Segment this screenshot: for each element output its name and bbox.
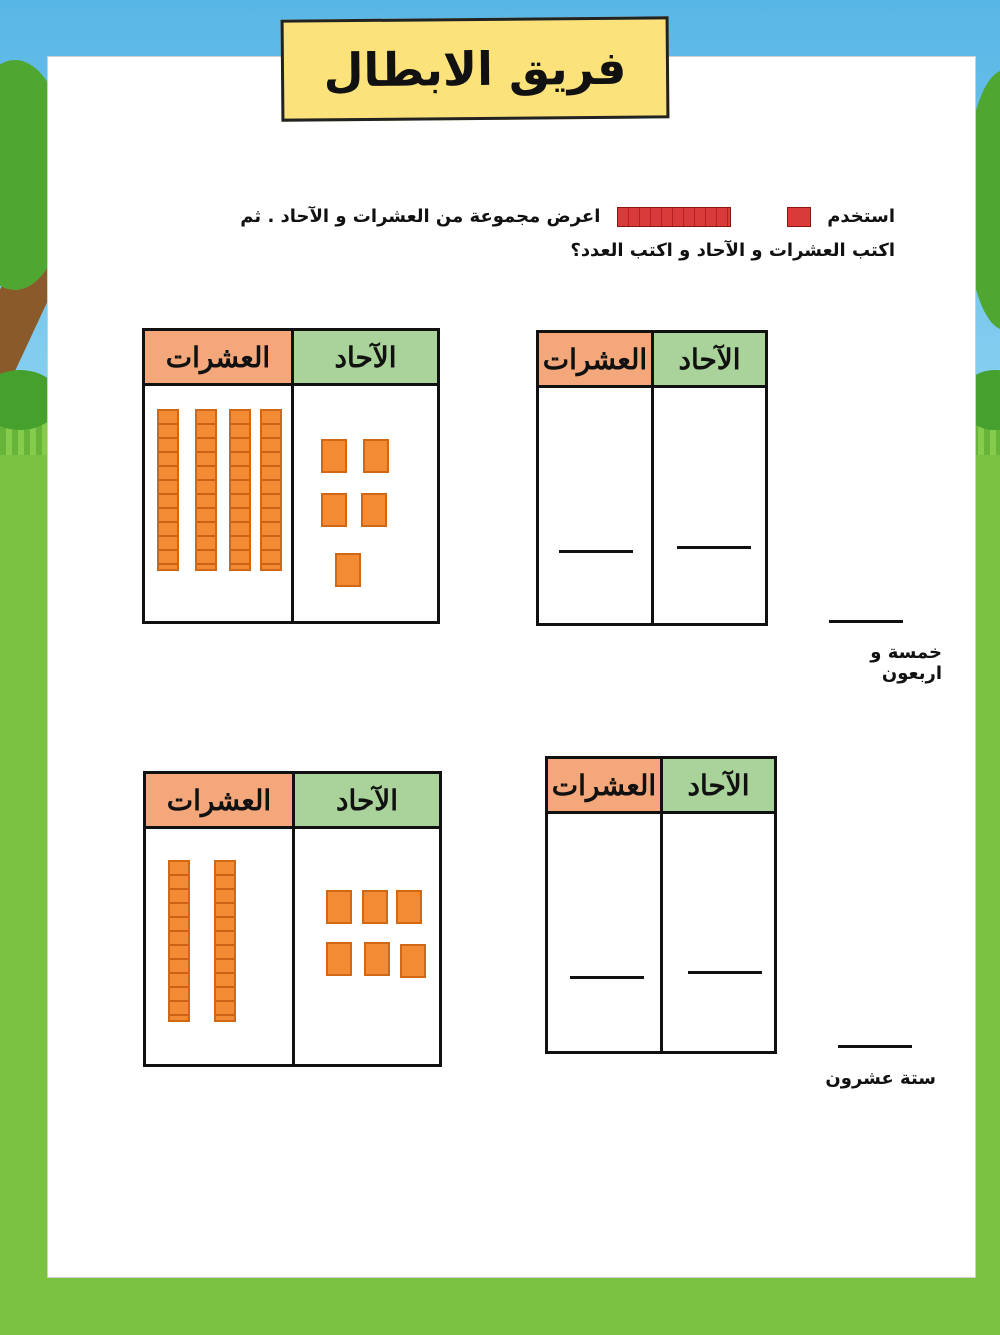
tens-header: العشرات — [145, 331, 291, 386]
instruction-line-2: اكتب العشرات و الآحاد و اكتب العدد؟ — [570, 240, 895, 261]
unit-cube — [321, 439, 347, 473]
instruction-line-1 — [150, 200, 895, 234]
ones-header: الآحاد — [294, 331, 437, 386]
ten-rod — [229, 409, 251, 571]
unit-cube — [361, 493, 387, 527]
ones-answer-blank[interactable] — [677, 546, 751, 549]
tens-header: العشرات — [146, 774, 292, 829]
tens-answer-blank[interactable] — [570, 976, 644, 979]
unit-cube — [335, 553, 361, 587]
answer-table-2 — [545, 756, 777, 1054]
ones-header: الآحاد — [295, 774, 439, 829]
ones-header: الآحاد — [654, 333, 765, 388]
number-answer-blank-1[interactable] — [829, 620, 903, 623]
answer-table-1 — [536, 330, 768, 626]
instruction-part-1: استخدم — [827, 206, 895, 227]
number-word-label-2: ستة عشرون — [825, 1068, 936, 1089]
ten-rod-icon — [617, 207, 731, 227]
instruction-part-2: اعرض مجموعة من العشرات و الآحاد . ثم — [240, 206, 601, 227]
unit-cube — [400, 944, 426, 978]
model-table-2 — [143, 771, 442, 1067]
ten-rod — [168, 860, 190, 1022]
unit-cube-icon — [787, 207, 811, 227]
page-title: فريق الابطال — [323, 40, 627, 98]
unit-cube — [363, 439, 389, 473]
ten-rod — [157, 409, 179, 571]
ones-answer-blank[interactable] — [688, 971, 762, 974]
ones-header: الآحاد — [663, 759, 774, 814]
tens-header: العشرات — [539, 333, 651, 388]
tens-answer-blank[interactable] — [559, 550, 633, 553]
unit-cube — [364, 942, 390, 976]
instructions — [150, 200, 895, 268]
ten-rod — [195, 409, 217, 571]
unit-cube — [362, 890, 388, 924]
number-word-label-1: خمسة و اربعون — [870, 642, 942, 684]
tens-header: العشرات — [548, 759, 660, 814]
model-table-1 — [142, 328, 440, 624]
title-banner — [281, 16, 670, 121]
number-answer-blank-2[interactable] — [838, 1045, 912, 1048]
unit-cube — [321, 493, 347, 527]
ten-rod — [214, 860, 236, 1022]
ten-rod — [260, 409, 282, 571]
unit-cube — [326, 890, 352, 924]
unit-cube — [396, 890, 422, 924]
unit-cube — [326, 942, 352, 976]
